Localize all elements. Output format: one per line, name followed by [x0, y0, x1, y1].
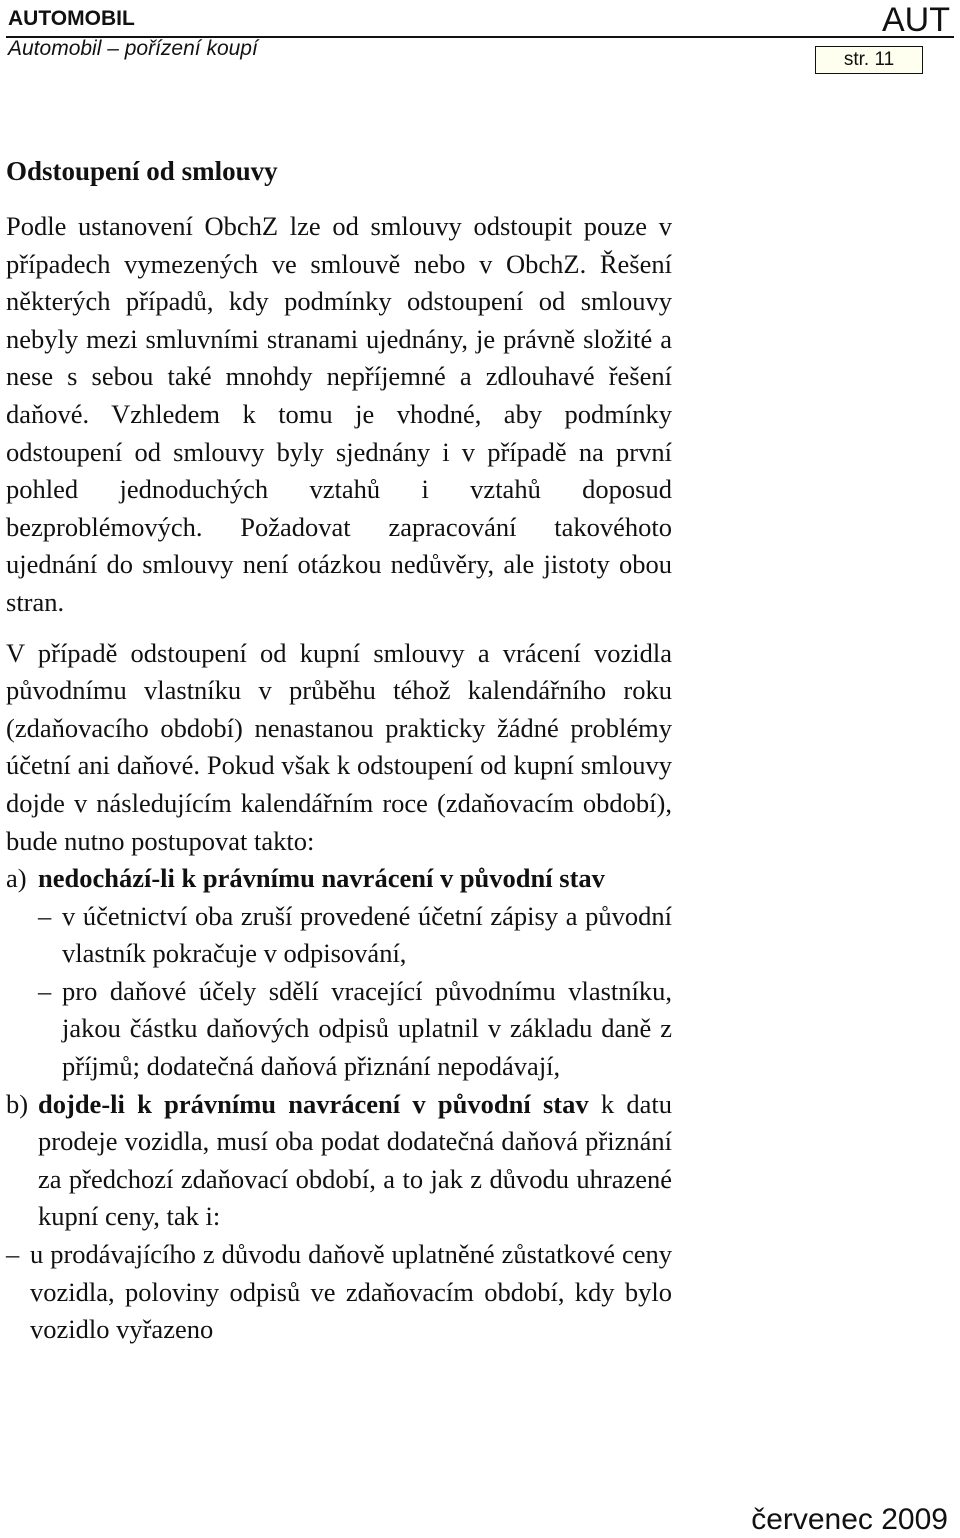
dash-a-2: – — [38, 975, 52, 1006]
bullet-text-a-1: v účetnictví oba zruší provedené účetní zápisy a původní vlastník pokračuje v odpisování, — [62, 900, 672, 969]
dash-b-1: – — [6, 1239, 20, 1270]
list-marker-a: a) — [6, 863, 27, 894]
dash-a-1: – — [38, 900, 52, 931]
section-code: AUT — [882, 1, 950, 39]
list-body-b — [38, 1086, 672, 1236]
list-title-a: nedochází-li k právnímu navrácení v původní stav — [38, 863, 605, 894]
list-title-b: dojde-li k právnímu navrácení v původní stav — [38, 1088, 589, 1119]
issue-date: červenec 2009 — [751, 1503, 948, 1536]
list-text-b: k datu prodeje vozidla, musí oba podat dodatečná daňová přiznání za předchozí zdaňovací období, a to jak z důvodu uhrazené kupní ceny, tak i: — [38, 1088, 673, 1232]
bullet-a-1 — [38, 898, 672, 973]
paragraph-1: Podle ustanovení ObchZ lze od smlouvy odstoupit pouze v případech vymezených ve smlouvě nebo v ObchZ. Řešení některých případů, kdy podmínky odstoupení od smlouvy nebyly mezi smluvními stranami ujednány, je právně složité a nese s sebou také mnohdy nepříjemné a zdlouhavé řešení daňové. Vzhledem k tomu je vhodné, aby podmínky odstoupení od smlouvy byly sjednány i v případě na první pohled jednoduchých vztahů i vztahů doposud bezproblémových. Požadovat zapracování takovéhoto ujednání do smlouvy není otázkou nedůvěry, ale jistoty obou stran. — [6, 211, 672, 617]
paragraph-2: V případě odstoupení od kupní smlouvy a vrácení vozidla původnímu vlastníku v průběhu téhož kalendářního roku (zdaňovacího období) nenastanou prakticky žádné problémy účetní ani daňové. Pokud však k odstoupení od kupní smlouvy dojde v následujícím kalendářním roce (zdaňovacím období), bude nutno postupovat takto: — [6, 637, 672, 856]
list-body-a — [38, 860, 672, 1086]
list-item-b — [6, 1086, 672, 1236]
header-rule — [6, 36, 954, 38]
list-lead-b — [38, 1086, 672, 1236]
article — [6, 150, 672, 1349]
chapter-subtitle: Automobil – pořízení koupí — [8, 37, 258, 60]
article-heading: Odstoupení od smlouvy — [6, 156, 278, 186]
bullet-text-a-2: pro daňové účely sdělí vracející původnímu vlastníku, jakou částku daňových odpisů uplatnil v základu daně z příjmů; dodatečná daňová přiznání nepodávají, — [62, 975, 672, 1082]
list-item-a — [6, 860, 672, 1086]
page-number-box: str. 11 — [815, 46, 923, 74]
list-lead-a — [38, 860, 672, 898]
bullet-text-b-1: u prodávajícího z důvodu daňově uplatněné zůstatkové ceny vozidla, poloviny odpisů ve zdaňovacím období, kdy bylo vozidlo vyřazeno — [30, 1239, 672, 1345]
section-name: AUTOMOBIL — [8, 7, 135, 30]
bullet-b-1 — [6, 1236, 672, 1349]
running-header — [8, 6, 258, 62]
list-marker-b: b) — [6, 1088, 29, 1119]
bullet-a-2 — [38, 973, 672, 1086]
